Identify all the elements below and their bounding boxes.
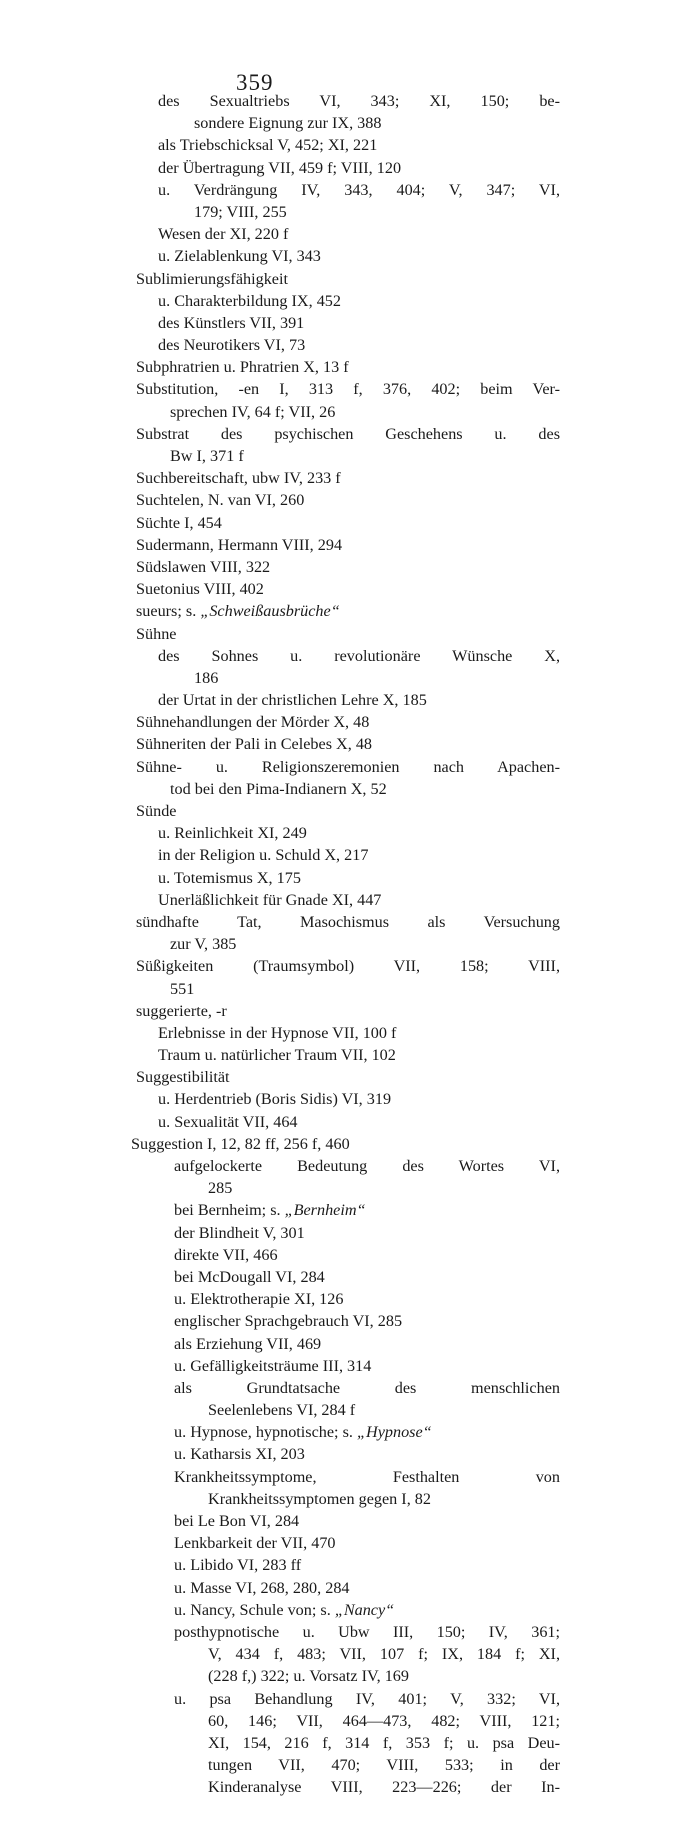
index-heading: Substitution, -en I, 313 f, 376, 402; beim Ver- (136, 380, 560, 399)
cross-reference: „Nancy“ (334, 1600, 395, 1619)
index-heading: Subphratrien u. Phratrien X, 13 f (136, 358, 349, 377)
index-heading: Sudermann, Hermann VIII, 294 (136, 535, 343, 554)
index-line-text: u. Nancy, Schule von; s. (174, 1600, 335, 1619)
index-line: der Blindheit V, 301 (174, 1223, 305, 1242)
index-heading: Süßigkeiten (Traumsymbol) VII, 158; VIII, (136, 957, 560, 976)
index-line: in der Religion u. Schuld X, 217 (158, 846, 369, 865)
index-line: u. Verdrängung IV, 343, 404; V, 347; VI, (158, 180, 560, 199)
index-line: u. Herdentrieb (Boris Sidis) VI, 319 (158, 1090, 392, 1109)
index-line: als Grundtatsache des menschlichen (174, 1378, 560, 1397)
index-line: u. Masse VI, 268, 280, 284 (174, 1578, 350, 1597)
index-line: bei Le Bon VI, 284 (174, 1512, 300, 1530)
index-heading: Suetonius VIII, 402 (136, 580, 264, 599)
index-line: V, 434 f, 483; VII, 107 f; IX, 184 f; XI, (208, 1645, 560, 1664)
index-line: 285 (208, 1179, 233, 1198)
index-heading: Sünde (136, 802, 177, 820)
index-line: des Sexualtriebs VI, 343; XI, 150; be- (158, 92, 560, 110)
index-line: u. Totemismus X, 175 (158, 868, 301, 887)
index-line: englischer Sprachgebrauch VI, 285 (174, 1312, 403, 1331)
index-line (0, 1599, 697, 1621)
index-line: Seelenlebens VI, 284 f (208, 1401, 356, 1420)
index-line: 551 (170, 979, 195, 998)
index-line: Lenkbarkeit der VII, 470 (174, 1534, 336, 1553)
index-line: des Künstlers VII, 391 (158, 313, 305, 332)
index-heading: Suchtelen, N. van VI, 260 (136, 491, 305, 510)
index-line (0, 1199, 697, 1221)
index-heading: Sühnehandlungen der Mörder X, 48 (136, 713, 370, 732)
index-heading: Suchbereitschaft, ubw IV, 233 f (136, 469, 341, 488)
index-heading: Sühne- u. Religionszeremonien nach Apachen- (136, 757, 560, 776)
index-line: Bw I, 371 f (170, 447, 244, 465)
index-line-text: sueurs; s. (136, 602, 201, 621)
index-line: 186 (194, 668, 219, 687)
index-heading: Süchte I, 454 (136, 513, 222, 532)
index-line: der Übertragung VII, 459 f; VIII, 120 (158, 158, 402, 177)
index-heading (0, 600, 697, 622)
index-heading: Südslawen VIII, 322 (136, 557, 271, 576)
index-heading: Sühne (136, 624, 177, 643)
index-line (0, 1421, 697, 1443)
cross-reference: „Bernheim“ (284, 1201, 366, 1220)
index-line: Traum u. natürlicher Traum VII, 102 (158, 1046, 396, 1065)
index-line: direkte VII, 466 (174, 1245, 278, 1264)
index-line: u. Reinlichkeit XI, 249 (158, 824, 307, 843)
index-line-text: bei Bernheim; s. (174, 1201, 285, 1220)
index-line: u. Gefälligkeitsträume III, 314 (174, 1356, 372, 1375)
index-line: u. Sexualität VII, 464 (158, 1112, 298, 1131)
index-line: u. Charakterbildung IX, 452 (158, 291, 341, 310)
index-line: sprechen IV, 64 f; VII, 26 (170, 402, 336, 421)
index-line: bei McDougall VI, 284 (174, 1267, 325, 1286)
index-heading: sündhafte Tat, Masochismus als Versuchung (136, 912, 560, 931)
index-line: u. Libido VI, 283 ff (174, 1556, 302, 1575)
index-line: des Sohnes u. revolutionäre Wünsche X, (158, 646, 560, 665)
index-heading: Suggestibilität (136, 1068, 230, 1087)
index-line: Unerläßlichkeit für Gnade XI, 447 (158, 890, 382, 909)
index-line: tungen VII, 470; VIII, 533; in der (208, 1756, 560, 1775)
index-line: 179; VIII, 255 (194, 202, 287, 221)
index-line: zur V, 385 (170, 935, 237, 954)
cross-reference: „Hypnose“ (357, 1423, 432, 1442)
index-line: Erlebnisse in der Hypnose VII, 100 f (158, 1023, 397, 1042)
index-line: des Neurotikers VI, 73 (158, 336, 306, 355)
index-heading: suggerierte, -r (136, 1001, 227, 1020)
index-line: als Erziehung VII, 469 (174, 1334, 322, 1353)
index-line: Krankheitssymptome, Festhalten von (174, 1467, 560, 1486)
index-line: u. psa Behandlung IV, 401; V, 332; VI, (174, 1689, 560, 1708)
index-line: aufgelockerte Bedeutung des Wortes VI, (174, 1157, 560, 1175)
index-line: 60, 146; VII, 464—473, 482; VIII, 121; (208, 1711, 560, 1730)
index-line: tod bei den Pima-Indianern X, 52 (170, 779, 387, 798)
index-line: u. Katharsis XI, 203 (174, 1445, 305, 1464)
index-line: als Triebschicksal V, 452; XI, 221 (158, 136, 378, 155)
index-entries (0, 90, 697, 1798)
index-heading: Sühneriten der Pali in Celebes X, 48 (136, 735, 373, 754)
index-line: u. Zielablenkung VI, 343 (158, 247, 321, 266)
cross-reference: „Schweißausbrüche“ (200, 602, 340, 621)
index-line: (228 f,) 322; u. Vorsatz IV, 169 (208, 1667, 409, 1686)
index-line: Kinderanalyse VIII, 223—226; der In- (208, 1778, 560, 1797)
page-number: 359 (236, 70, 274, 95)
index-heading: Substrat des psychischen Geschehens u. des (136, 424, 560, 443)
index-line: Wesen der XI, 220 f (158, 225, 289, 244)
index-line: u. Elektrotherapie XI, 126 (174, 1290, 344, 1309)
index-line-text: u. Hypnose, hypnotische; s. (174, 1423, 357, 1442)
index-line: der Urtat in der christlichen Lehre X, 185 (158, 691, 427, 710)
index-line: Krankheitssymptomen gegen I, 82 (208, 1489, 431, 1508)
index-line: sondere Eignung zur IX, 388 (194, 114, 382, 133)
index-line: XI, 154, 216 f, 314 f, 353 f; u. psa Deu- (208, 1733, 560, 1752)
index-line: posthypnotische u. Ubw III, 150; IV, 361; (174, 1622, 560, 1641)
index-heading: Suggestion I, 12, 82 ff, 256 f, 460 (131, 1134, 350, 1153)
index-heading: Sublimierungsfähigkeit (136, 269, 288, 288)
